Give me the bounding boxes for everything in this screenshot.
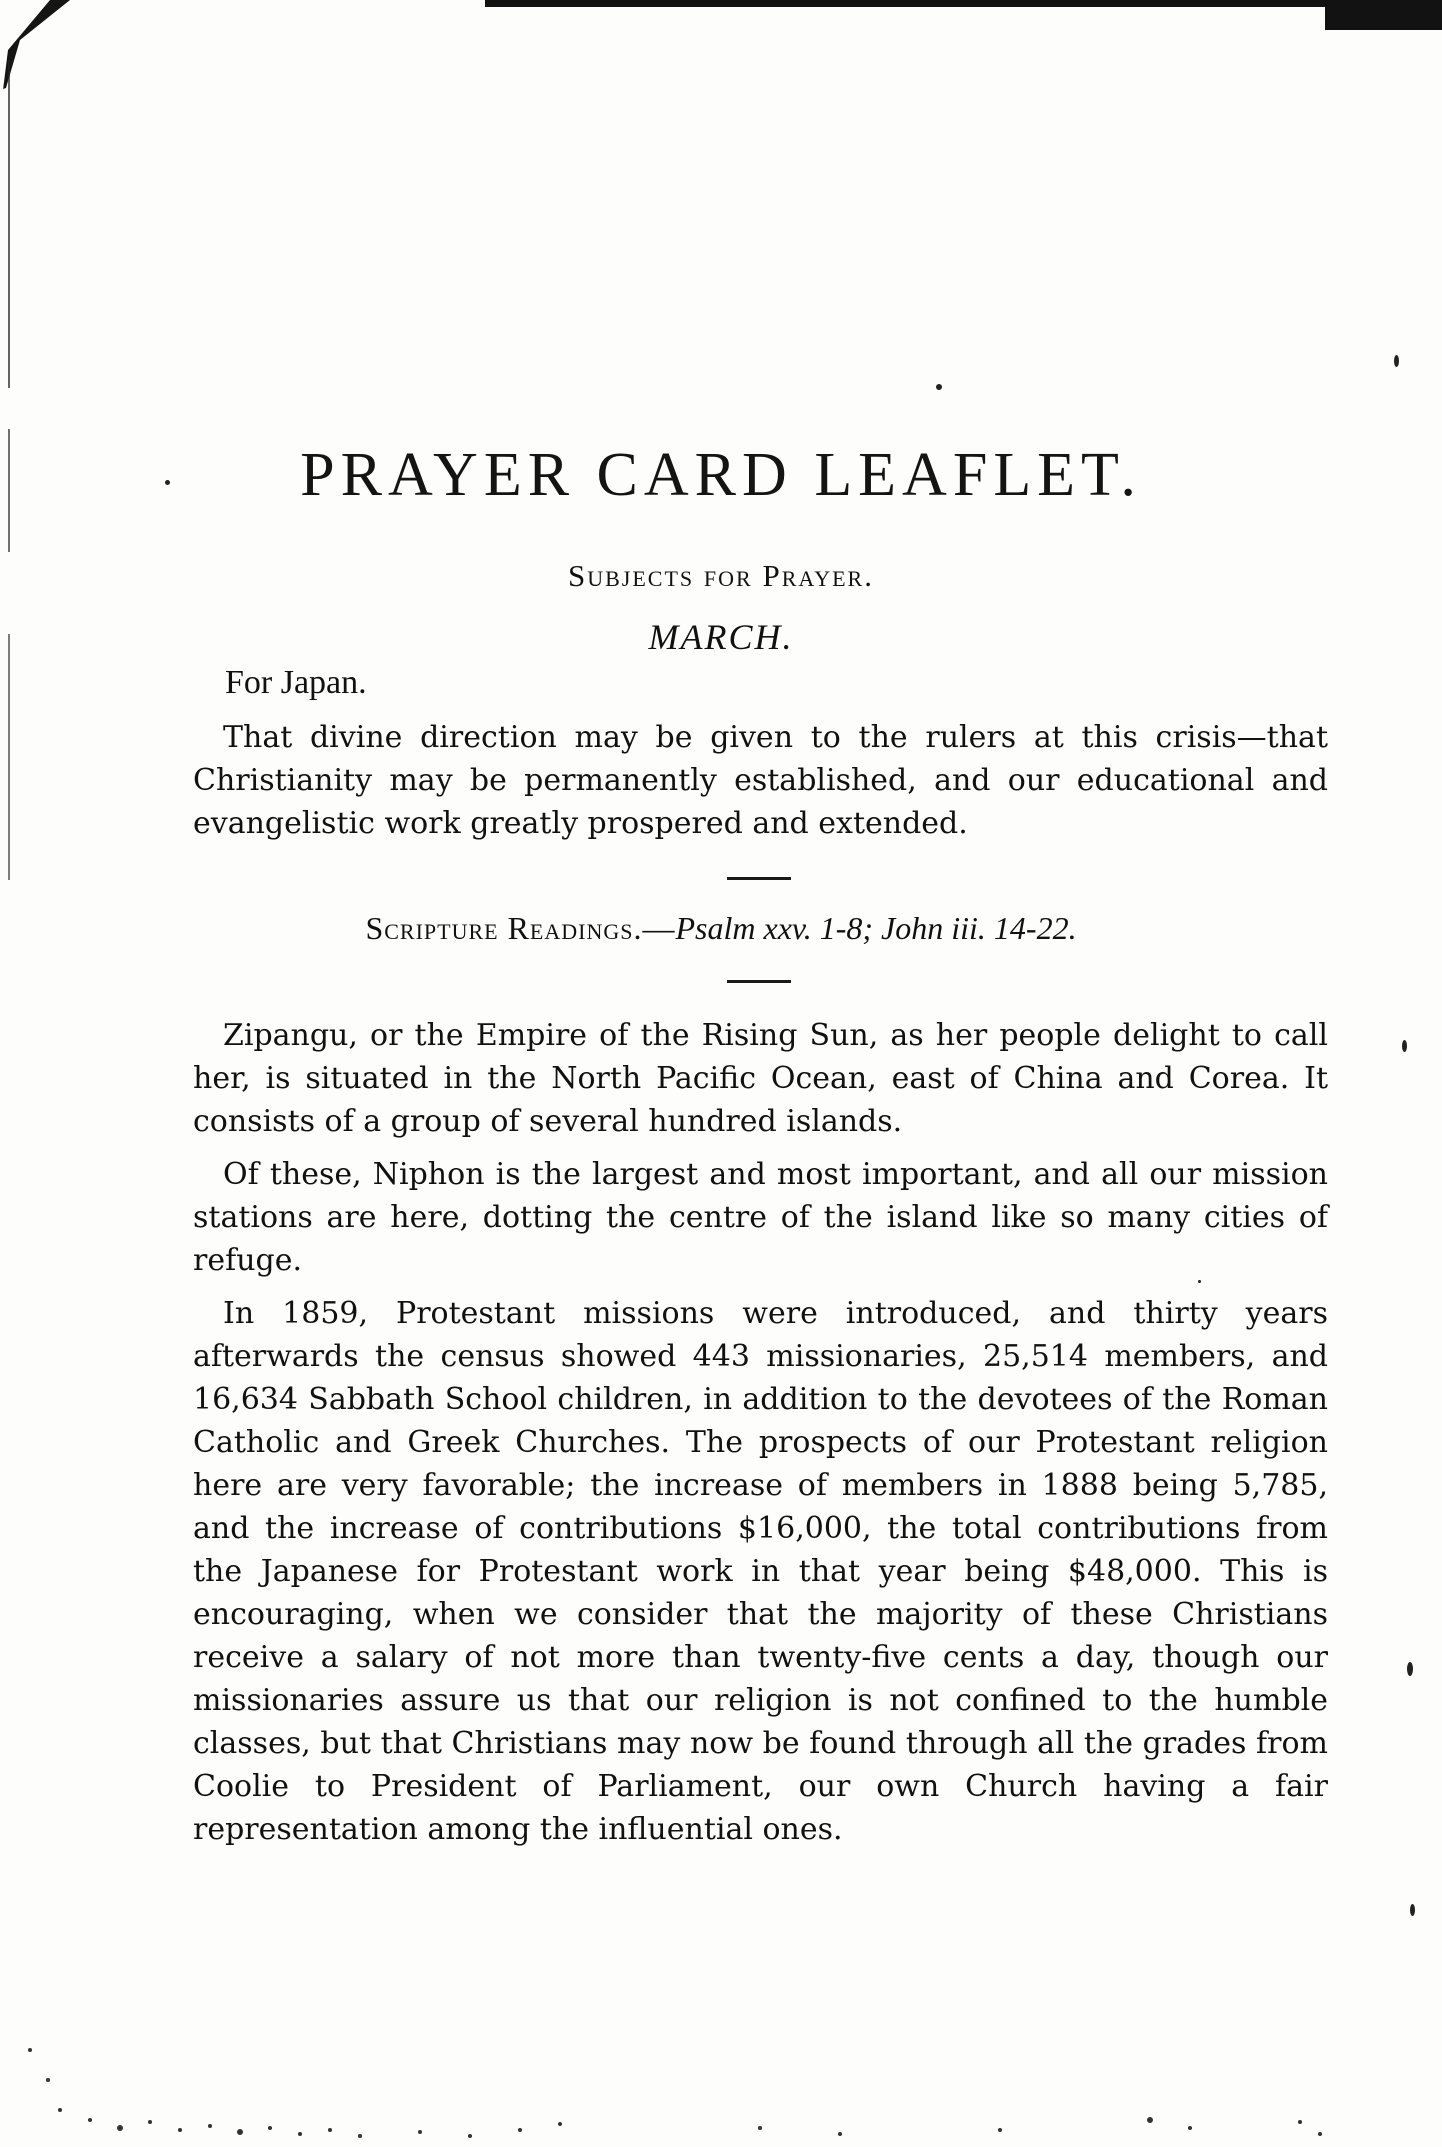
intro-paragraph: That divine direction may be given to the rulers at this crisis—that Christianity may be permanently established, and our educational and evangelistic work greatly prospered and extended.: [193, 720, 1328, 841]
readings-refs: Psalm xxv. 1-8; John iii. 14-22.: [675, 910, 1077, 946]
scan-speck: [936, 384, 942, 390]
scan-speck: [1410, 1904, 1415, 1916]
corner-scan-mark: [0, 0, 70, 90]
divider-rule-lower: [727, 980, 791, 983]
page-title: PRAYER CARD LEAFLET.: [300, 441, 1142, 509]
body-paragraph: Of these, Niphon is the largest and most important, and all our mission stations are here, dotting the centre of the island like so many cities of refuge.: [193, 1157, 1328, 1278]
bottom-scan-noise: [0, 2010, 1442, 2147]
month-heading: MARCH.: [648, 617, 794, 657]
body-paragraph: In 1859, Protestant missions were introduced, and thirty years afterwards the census showed 443 missionaries, 25,514 members, and 16,634 Sabbath School children, in addition to the devotees of the Roman Catholic and Greek Churches. The prospects of our Protestant religion here are very favorable; the increase of members in 1888 being 5,785, and the increase of contributions $16,000, the total contributions from the Japanese for Protestant work in that year being $48,000. This is encouraging, when we consider that the majority of these Christians receive a salary of not more than twenty-five cents a day, though our missionaries assure us that our religion is not confined to the humble classes, but that Christians may now be found through all the grades from Coolie to President of Parliament, our own Church having a fair representation among the influential ones.: [193, 1296, 1328, 1847]
for-line: For Japan.: [225, 664, 367, 701]
scan-speck: [1402, 1040, 1407, 1052]
divider-rule-upper: [727, 877, 791, 880]
subtitle: Subjects for Prayer.: [568, 558, 874, 593]
readings-label: Scripture Readings.—: [365, 910, 676, 946]
top-border-block: [1325, 0, 1442, 30]
scan-speck: [1394, 355, 1399, 367]
scripture-readings: [0, 910, 1442, 947]
scan-speck: [1407, 1662, 1413, 1676]
body-paragraph: Zipangu, or the Empire of the Rising Sun, as her people delight to call her, is situated in the North Pacific Ocean, east of China and Corea. It consists of a group of several hundred islands.: [193, 1018, 1328, 1139]
top-border-rule: [485, 0, 1442, 7]
